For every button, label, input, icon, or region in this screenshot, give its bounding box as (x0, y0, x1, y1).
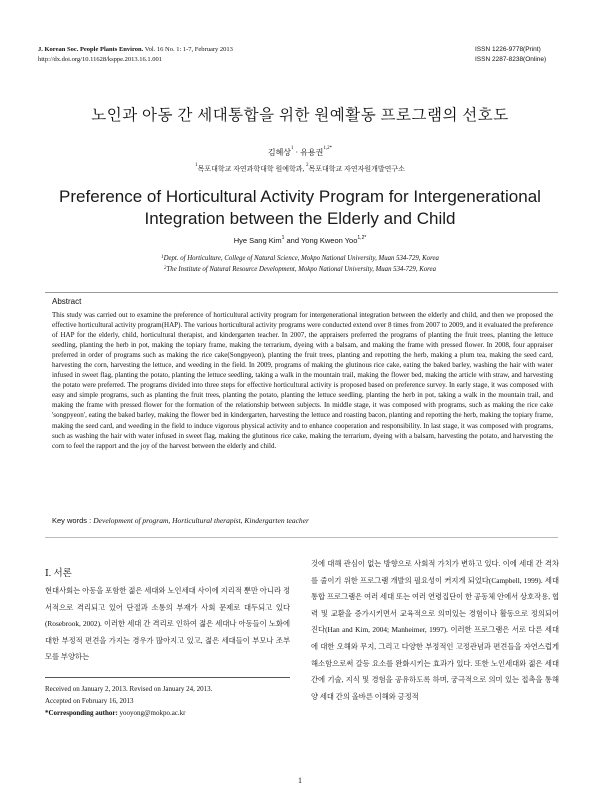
english-title-line-2: Integration between the Elderly and Child (144, 209, 456, 228)
issn-block (475, 45, 546, 65)
korean-author-1-sup: 1 (291, 146, 294, 151)
doi-link[interactable]: http://dx.doi.org/10.11628/ksppe.2013.16.1.001 (38, 56, 163, 63)
korean-affil-2-sup: 2 (306, 163, 309, 168)
issn-online: ISSN 2287-8238(Online) (475, 56, 547, 63)
author-and: and (284, 236, 301, 245)
english-affil-2: The Institute of Natural Resource Development, Mokpo National University, Muan 534-729, Korea (166, 266, 436, 273)
english-author-1-sup: 1 (281, 235, 285, 241)
korean-author-2: 유용권 (300, 148, 324, 157)
footnotes (45, 683, 295, 719)
page-number: 1 (298, 776, 302, 785)
korean-title: 노인과 아동 간 세대통합을 위한 원예활동 프로그램의 선호도 (91, 107, 509, 124)
english-author-1: Hye Sang Kim (233, 236, 282, 245)
korean-affil-2: 목포대학교 자연자원개발연구소 (308, 165, 405, 173)
english-affil-2-sup: 2 (164, 266, 167, 271)
english-author-2-sup: 1,2 (357, 235, 365, 241)
issn-print: ISSN 1226-9778(Print) (475, 46, 541, 53)
keywords-values: Development of program, Horticultural therapist, Kindergarten teacher (93, 516, 309, 525)
korean-affiliation (0, 164, 600, 174)
received-date: Received on January 2, 2013. Revised on January 24, 2013. (45, 685, 213, 693)
english-affil-1-sup: 1 (161, 255, 164, 260)
keywords-label: Key words : (52, 516, 94, 525)
abstract-text: This study was carried out to examine the preference of horticultural activity program for intergenerational integration between the elderly and child, and then we proposed the effective horticultural activity program(HAP). The various horticultural activity programs were conducted extend over 8 times from 2007 to 2009, and it evaluated the preference of HAP for the elderly, child, horticultural therapist, and kindergarten teacher. In 2007, the appraisers preferred the programs of planting the fruit trees, planting the lettuce seedling, planting the herb in pot, making the topiary frame, making the terrarium, dyeing with a balsam, and making the frame with pressed flower. In 2008, four appraiser preferred in order of programs such as making the rice cake(Songpyeon), planting the fruit trees, planting and repotting the herb, making a plum tea, making the seed card, harvesting the corn, harvesting the lettuce, and weeding in the field. In 2009, programs of making the glutinous rice cake, eating the baked barley, washing the hair with water infused in sweet flag, planting the potato, planting the lettuce seedling, taking a walk in the mountain trail, making the flower bed, making the article with straw, and harvesting the potato were preferred. The programs divided into three steps for effective horticultural activity is proposed based on preference survey. In early stage, it was composed with easy and simple programs, such as planting the fruit trees, planting the potato, planting the lettuce seedling, planting the herb in pot, taking a walk in the mountain trail, and making the frame with pressed flower for the formation of the relationship between subjects. In middle stage, it was composed with programs, such as making the rice cake 'songpyeon', eating the baked barley, making the flower bed in kindergarten, harvesting the lettuce and roasting bacon, planting and repotting the herb, making the topiary frame, making the seed card, and weeding in the field to induce vigorous physical activity and to enhance cooperation and responsibility. In last stage, it was composed with programs, such as washing the hair with water infused in sweet flag, making the glutinous rice cake, making the terrarium, dyeing with a balsam, harvesting the potato, and harvesting the corn to feel the rapport and the joy of the harvest between the elderly and child. (52, 311, 553, 450)
keywords (52, 516, 553, 525)
journal-header (38, 45, 233, 65)
korean-affil-1: 목포대학교 자연과학대학 원예학과, (197, 165, 306, 173)
korean-author-1: 김혜상 (267, 148, 292, 157)
author-separator: · (293, 148, 301, 157)
volume-info: Vol. 16 No. 1: 1-7, February 2013 (143, 46, 233, 53)
journal-name: J. Korean Soc. People Plants Environ. (38, 46, 144, 53)
korean-authors (0, 147, 600, 158)
korean-author-2-sup: 1,2 (323, 146, 330, 151)
accepted-date: Accepted on February 16, 2013 (45, 697, 134, 705)
abstract-label: Abstract (52, 297, 82, 306)
english-corr-mark: * (364, 235, 367, 241)
body-column-left: 현대사회는 아동을 포함한 젊은 세대와 노인세대 사이에 지리적 뿐만 아니라 정서적으로 격리되고 있어 단절과 소통의 부재가 사회 문제로 대두되고 있다(Rosebrook, 2002). 이러한 세대 간 격리로 인하여 젊은 세대나 아동들이 노화에 대한 부정적 편견을 가지는 경우가 많아지고 있고, 젊은 세대들이 부모나 조부모를 부양하는 (45, 586, 290, 662)
section-heading: Ⅰ. 서론 (45, 569, 72, 579)
english-title (0, 186, 600, 230)
body-column-right: 것에 대해 관심이 없는 방향으로 사회적 가치가 변하고 있다. 이에 세대 간 격차를 줄이기 위한 프로그램 개발의 필요성이 커지게 되었다(Campbell, 1999). 세대통합 프로그램은 여러 세대 또는 여러 연령집단이 한 공동체 안에서 상호작용, 협력 및 교환을 증가시키면서 교육적으로 의미있는 경험이나 활동으로 정의되어 진다(Han and Kim, 2004; Manheimer, 1997). 이러한 프로그램은 서로 다른 세대에 대한 오해와 무지, 그리고 다양한 부정적인 고정관념과 편견들을 자연스럽게 해소함으로써 갈등 요소를 완화시키는 효과가 있다. 또한 노인세대와 젊은 세대 간에 기술, 지식 및 경험을 공유하도록 하며, 궁극적으로 의미 있는 접촉을 통해 양 세대 간의 올바른 이해와 긍정적 (311, 559, 559, 701)
korean-affil-1-sup: 1 (195, 163, 198, 168)
english-title-line-1: Preference of Horticultural Activity Program for Intergenerational (59, 187, 541, 206)
korean-corr-mark: * (329, 146, 333, 151)
english-author-2: Yong Kweon Yoo (300, 236, 358, 245)
english-affil-1: Dept. of Horticulture, College of Natural Science, Mokpo National University, Muan 534-729, Korea (163, 255, 439, 262)
footnote-rule (45, 677, 290, 678)
english-affiliations (0, 253, 600, 275)
corresponding-author-email[interactable]: yooyong@mokpo.ac.kr (117, 709, 186, 717)
corresponding-author-label: *Corresponding author: (45, 709, 118, 717)
keywords-rule (45, 537, 558, 538)
english-authors (0, 236, 600, 245)
